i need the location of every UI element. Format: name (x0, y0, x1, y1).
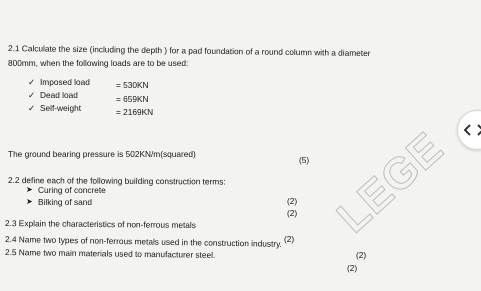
q24-marks: (2) (356, 250, 367, 260)
q25-marks: (2) (347, 263, 358, 273)
q22-line: 2.2 define each of the following building construction terms: (7, 175, 226, 187)
load-label: Self-weight (40, 103, 82, 113)
load-value: = 530KN (116, 80, 149, 90)
load-value: = 2169KN (116, 107, 154, 117)
check-icon: ✓ (28, 77, 36, 87)
q21-line2: 800mm, when the following loads are to be used: (8, 58, 189, 68)
load-label: Dead load (40, 90, 78, 100)
arrow-bullet-icon: ➤ (26, 197, 33, 206)
check-icon: ✓ (28, 103, 36, 113)
load-value: = 659KN (116, 94, 149, 104)
q23-line: 2.3 Explain the characteristics of non-ferrous metals (4, 218, 196, 230)
q21-marks: (5) (299, 155, 310, 165)
q24-line: 2.4 Name two types of non-ferrous metals used in the construction industry. (4, 234, 283, 249)
q22-item: Bilking of sand (38, 197, 92, 207)
watermark: LEGE (327, 122, 453, 243)
load-label: Imposed load (40, 77, 90, 87)
q22-item-marks: (2) (287, 208, 298, 218)
q23-marks: (2) (284, 234, 295, 244)
q22-item: Curing of concrete (38, 185, 106, 195)
q25-line: 2.5 Name two main materials used to manufacturer steel. (4, 247, 216, 260)
check-icon: ✓ (28, 90, 36, 100)
chevron-left-right-icon (464, 124, 481, 136)
arrow-bullet-icon: ➤ (26, 185, 33, 194)
q21-pressure: The ground bearing pressure is 502KN/m(squared) (8, 149, 196, 159)
q21-line1: 2.1 Calculate the size (including the depth ) for a pad foundation of a round column with a diameter (7, 43, 371, 59)
q22-item-marks: (2) (287, 196, 298, 206)
